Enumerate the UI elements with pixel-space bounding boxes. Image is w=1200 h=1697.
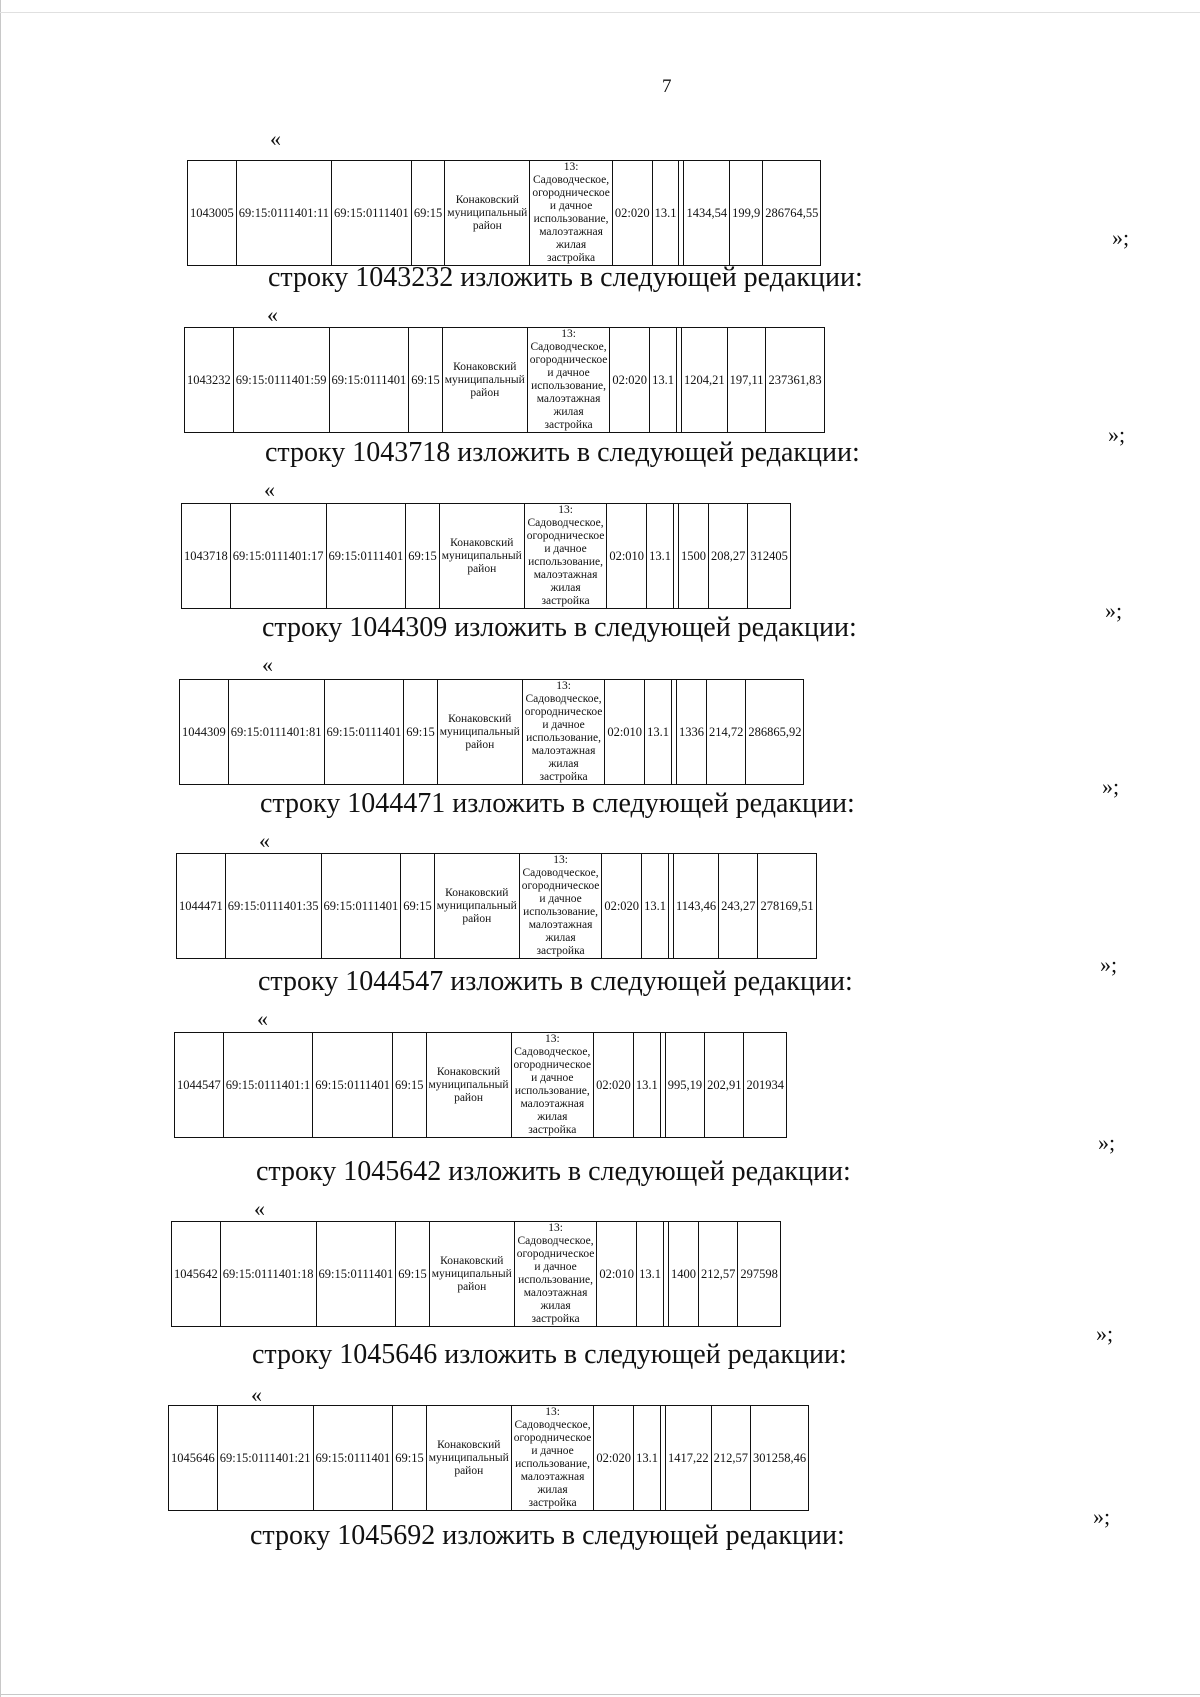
- opening-quote: «: [257, 1006, 268, 1031]
- opening-quote: «: [251, 1382, 262, 1407]
- district-name-cell: Конаковский муниципальный район: [426, 1033, 511, 1138]
- district-name-cell: Конаковский муниципальный район: [437, 680, 522, 785]
- cadastral-quarter-cell: 69:15:0111401: [326, 504, 406, 609]
- rate-cell: 214,72: [706, 680, 745, 785]
- group-cell: 13.1: [634, 1406, 661, 1511]
- table-row: [169, 1406, 809, 1511]
- rate-cell: 208,27: [708, 504, 747, 609]
- cadastral-value-cell: 286764,55: [763, 161, 821, 266]
- page-number: 7: [662, 76, 672, 97]
- cadastral-number-cell: 69:15:0111401:18: [220, 1222, 316, 1327]
- area-cell: 1417,22: [665, 1406, 711, 1511]
- closing-quote: »;: [1105, 598, 1123, 623]
- district-name-cell: Конаковский муниципальный район: [442, 328, 527, 433]
- row-number-cell: 1044309: [180, 680, 229, 785]
- land-use-cell: 13: Садоводческое, огородническое и дачное использование, малоэтажная жилая застройка: [511, 1033, 594, 1138]
- land-use-cell: 13: Садоводческое, огородническое и дачное использование, малоэтажная жилая застройка: [524, 504, 607, 609]
- cadastral-value-cell: 286865,92: [746, 680, 804, 785]
- register-row-table: [168, 1405, 809, 1511]
- cadastral-number-cell: 69:15:0111401:17: [230, 504, 326, 609]
- table-row: [180, 680, 804, 785]
- district-code-cell: 69:15: [396, 1222, 429, 1327]
- rate-cell: 202,91: [705, 1033, 744, 1138]
- area-cell: 1204,21: [681, 328, 727, 433]
- closing-quote: »;: [1093, 1504, 1111, 1529]
- register-row-table: [179, 679, 804, 785]
- cadastral-quarter-cell: 69:15:0111401: [332, 161, 412, 266]
- area-cell: 1400: [668, 1222, 698, 1327]
- opening-quote: «: [264, 477, 275, 502]
- table-row: [188, 161, 821, 266]
- group-cell: 13.1: [637, 1222, 664, 1327]
- row-number-cell: 1043005: [188, 161, 237, 266]
- page-left-edge: [0, 0, 1, 1697]
- register-row-table: [184, 327, 825, 433]
- final-amendment-heading: строку 1045692 изложить в следующей редакции:: [250, 1520, 845, 1551]
- use-code-cell: 02:010: [597, 1222, 637, 1327]
- table-row: [182, 504, 791, 609]
- closing-quote: »;: [1100, 952, 1118, 977]
- closing-quote: »;: [1102, 774, 1120, 799]
- register-row-table: [187, 160, 821, 266]
- table-row: [185, 328, 825, 433]
- land-use-cell: 13: Садоводческое, огородническое и дачное использование, малоэтажная жилая застройка: [519, 854, 602, 959]
- register-row-table: [176, 853, 817, 959]
- district-name-cell: Конаковский муниципальный район: [429, 1222, 514, 1327]
- use-code-cell: 02:020: [610, 328, 650, 433]
- amendment-heading: строку 1045646 изложить в следующей редакции:: [252, 1339, 847, 1370]
- rate-cell: 212,57: [698, 1222, 737, 1327]
- district-code-cell: 69:15: [401, 854, 434, 959]
- closing-quote: »;: [1098, 1130, 1116, 1155]
- area-cell: 995,19: [665, 1033, 704, 1138]
- closing-quote: »;: [1096, 1321, 1114, 1346]
- district-name-cell: Конаковский муниципальный район: [439, 504, 524, 609]
- amendment-heading: строку 1043232 изложить в следующей редакции:: [268, 262, 863, 293]
- cadastral-value-cell: 312405: [748, 504, 791, 609]
- district-code-cell: 69:15: [404, 680, 437, 785]
- cadastral-number-cell: 69:15:0111401:81: [228, 680, 324, 785]
- land-use-cell: 13: Садоводческое, огородническое и дачное использование, малоэтажная жилая застройка: [530, 161, 613, 266]
- row-number-cell: 1045642: [172, 1222, 221, 1327]
- register-row-table: [174, 1032, 787, 1138]
- cadastral-number-cell: 69:15:0111401:11: [236, 161, 331, 266]
- cadastral-value-cell: 297598: [738, 1222, 781, 1327]
- cadastral-number-cell: 69:15:0111401:59: [233, 328, 329, 433]
- group-cell: 13.1: [633, 1033, 660, 1138]
- row-number-cell: 1043718: [182, 504, 231, 609]
- cadastral-value-cell: 201934: [744, 1033, 787, 1138]
- use-code-cell: 02:020: [594, 1033, 634, 1138]
- area-cell: 1500: [678, 504, 708, 609]
- land-use-cell: 13: Садоводческое, огородническое и дачное использование, малоэтажная жилая застройка: [527, 328, 610, 433]
- cadastral-quarter-cell: 69:15:0111401: [329, 328, 409, 433]
- rate-cell: 243,27: [719, 854, 758, 959]
- row-number-cell: 1043232: [185, 328, 234, 433]
- group-cell: 13.1: [650, 328, 677, 433]
- cadastral-number-cell: 69:15:0111401:1: [223, 1033, 313, 1138]
- opening-quote: «: [270, 126, 281, 151]
- row-number-cell: 1045646: [169, 1406, 218, 1511]
- row-number-cell: 1044547: [175, 1033, 224, 1138]
- closing-quote: »;: [1108, 422, 1126, 447]
- amendment-heading: строку 1044547 изложить в следующей редакции:: [258, 966, 853, 997]
- district-code-cell: 69:15: [406, 504, 439, 609]
- opening-quote: «: [262, 652, 273, 677]
- group-cell: 13.1: [645, 680, 672, 785]
- cadastral-quarter-cell: 69:15:0111401: [321, 854, 401, 959]
- rate-cell: 199,9: [730, 161, 763, 266]
- opening-quote: «: [254, 1196, 265, 1221]
- group-cell: 13.1: [652, 161, 679, 266]
- district-name-cell: Конаковский муниципальный район: [434, 854, 519, 959]
- group-cell: 13.1: [642, 854, 669, 959]
- district-name-cell: Конаковский муниципальный район: [445, 161, 530, 266]
- cadastral-value-cell: 237361,83: [766, 328, 824, 433]
- use-code-cell: 02:020: [594, 1406, 634, 1511]
- opening-quote: «: [259, 828, 270, 853]
- page-bottom-edge: [0, 1694, 1200, 1695]
- amendment-heading: строку 1044471 изложить в следующей редакции:: [260, 788, 855, 819]
- table-row: [175, 1033, 787, 1138]
- table-row: [177, 854, 817, 959]
- area-cell: 1434,54: [684, 161, 730, 266]
- cadastral-quarter-cell: 69:15:0111401: [313, 1406, 393, 1511]
- amendment-heading: строку 1043718 изложить в следующей редакции:: [265, 437, 860, 468]
- use-code-cell: 02:010: [605, 680, 645, 785]
- cadastral-value-cell: 301258,46: [750, 1406, 808, 1511]
- cadastral-number-cell: 69:15:0111401:21: [217, 1406, 313, 1511]
- amendment-heading: строку 1044309 изложить в следующей редакции:: [262, 612, 857, 643]
- use-code-cell: 02:020: [612, 161, 652, 266]
- cadastral-quarter-cell: 69:15:0111401: [313, 1033, 393, 1138]
- group-cell: 13.1: [647, 504, 674, 609]
- land-use-cell: 13: Садоводческое, огородническое и дачное использование, малоэтажная жилая застройка: [522, 680, 605, 785]
- amendment-heading: строку 1045642 изложить в следующей редакции:: [256, 1156, 851, 1187]
- district-code-cell: 69:15: [393, 1033, 426, 1138]
- district-code-cell: 69:15: [411, 161, 444, 266]
- cadastral-number-cell: 69:15:0111401:35: [225, 854, 321, 959]
- district-code-cell: 69:15: [393, 1406, 426, 1511]
- area-cell: 1336: [676, 680, 706, 785]
- area-cell: 1143,46: [673, 854, 718, 959]
- page-top-edge: [0, 12, 1200, 13]
- cadastral-quarter-cell: 69:15:0111401: [316, 1222, 396, 1327]
- use-code-cell: 02:020: [602, 854, 642, 959]
- table-row: [172, 1222, 781, 1327]
- cadastral-quarter-cell: 69:15:0111401: [324, 680, 404, 785]
- register-row-table: [181, 503, 791, 609]
- use-code-cell: 02:010: [607, 504, 647, 609]
- district-code-cell: 69:15: [409, 328, 442, 433]
- district-name-cell: Конаковский муниципальный район: [426, 1406, 511, 1511]
- land-use-cell: 13: Садоводческое, огородническое и дачное использование, малоэтажная жилая застройка: [511, 1406, 594, 1511]
- rate-cell: 212,57: [711, 1406, 750, 1511]
- row-number-cell: 1044471: [177, 854, 226, 959]
- register-row-table: [171, 1221, 781, 1327]
- land-use-cell: 13: Садоводческое, огородническое и дачное использование, малоэтажная жилая застройка: [514, 1222, 597, 1327]
- rate-cell: 197,11: [727, 328, 766, 433]
- opening-quote: «: [267, 302, 278, 327]
- closing-quote: »;: [1112, 225, 1130, 250]
- cadastral-value-cell: 278169,51: [758, 854, 816, 959]
